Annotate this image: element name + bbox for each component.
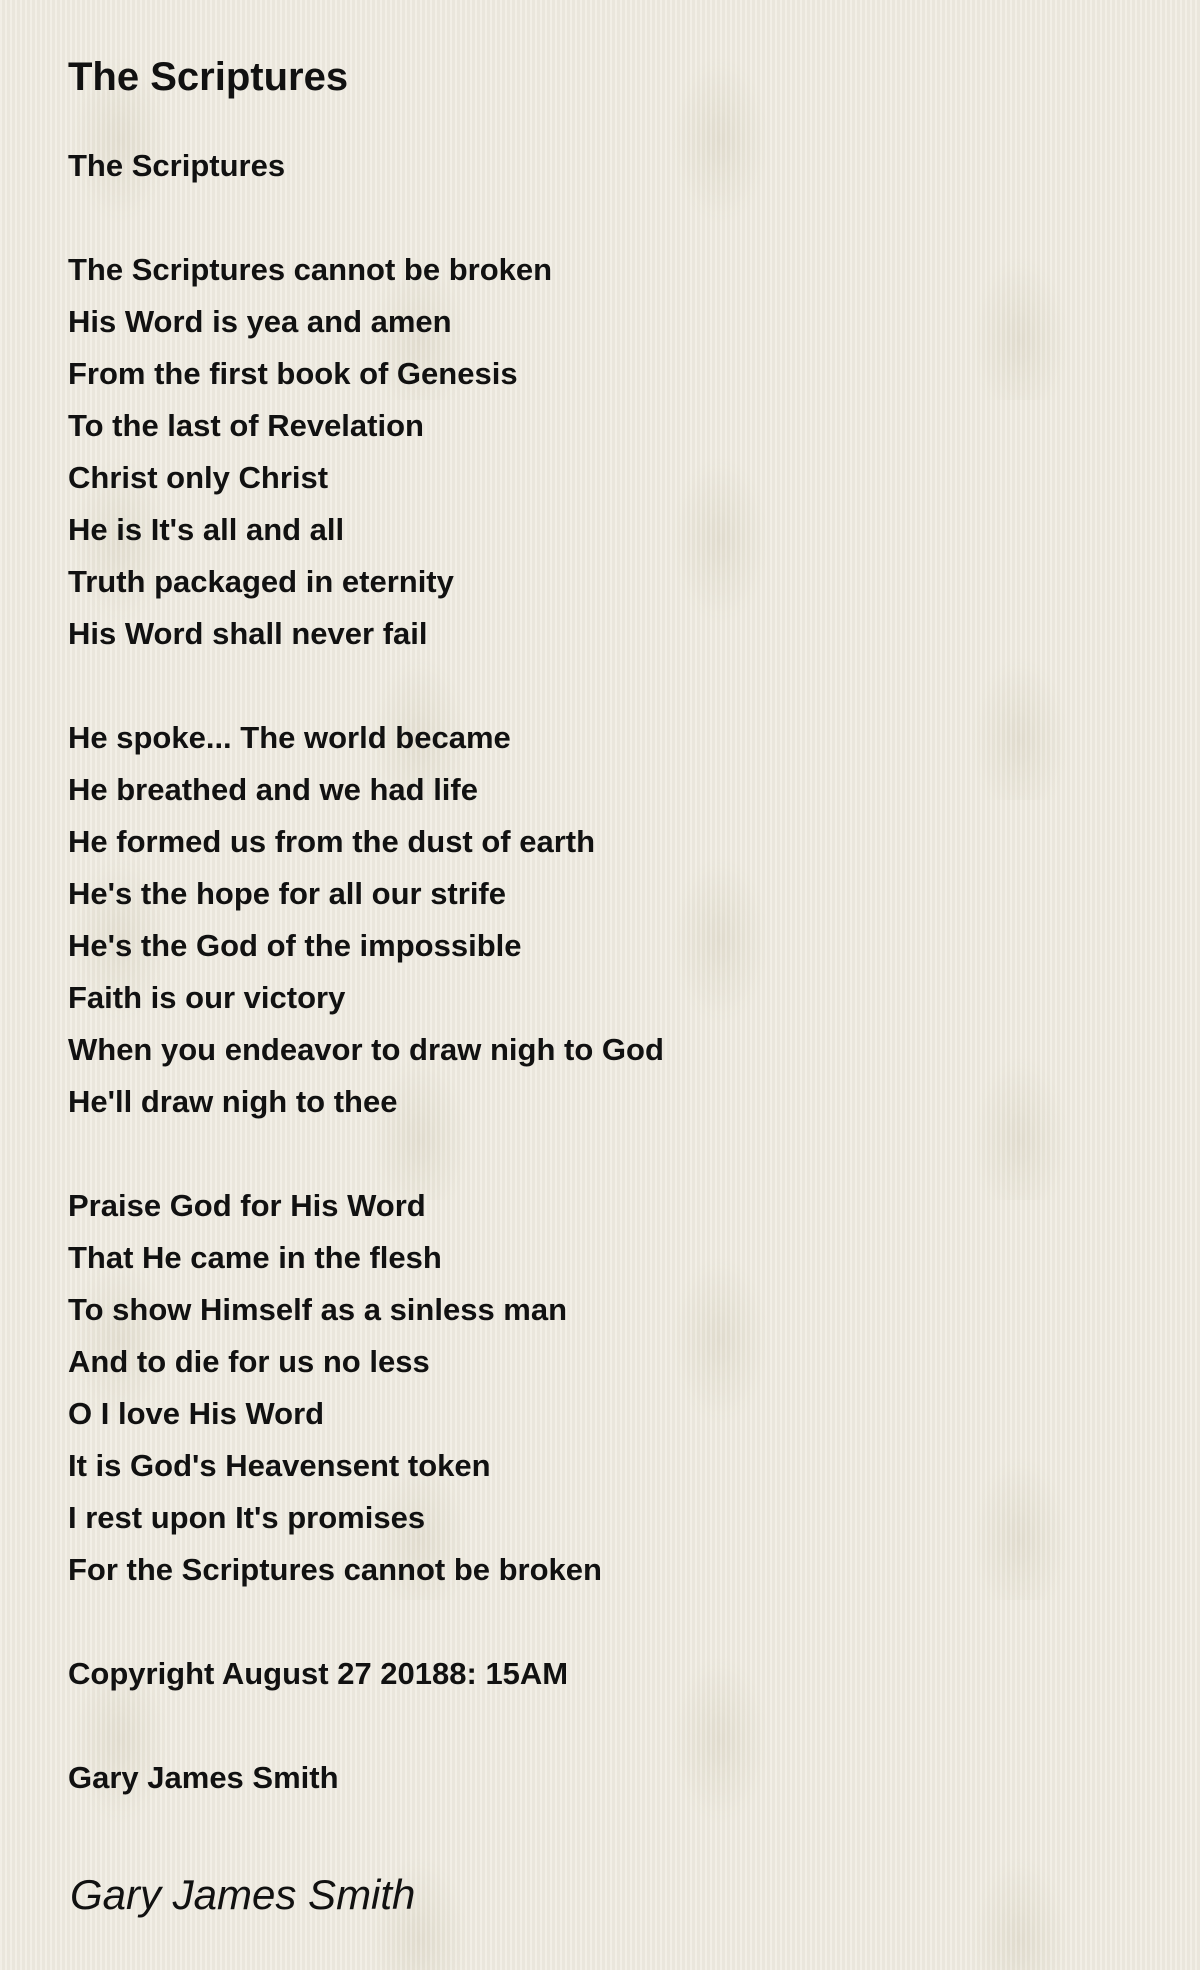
stanza-gap (68, 1596, 1148, 1648)
poem-line: The Scriptures cannot be broken (68, 252, 553, 287)
poem-line: When you endeavor to draw nigh to God (68, 1032, 664, 1067)
poem-line: Christ only Christ (68, 460, 329, 495)
stanza-3 (68, 1180, 1148, 1596)
poem-line: For the Scriptures cannot be broken (68, 1552, 602, 1587)
poem-line: Truth packaged in eternity (68, 564, 454, 599)
copyright-line: Copyright August 27 20188: 15AM (68, 1656, 569, 1691)
poem-title: The Scriptures (68, 55, 349, 99)
poem-line: And to die for us no less (68, 1344, 430, 1379)
poem-line: To the last of Revelation (68, 408, 424, 443)
stanza-gap (68, 1128, 1148, 1180)
poem-line: O I love His Word (68, 1396, 325, 1431)
poem-line: He's the God of the impossible (68, 928, 522, 963)
poem-line: He spoke... The world became (68, 720, 511, 755)
stanza-gap (68, 660, 1148, 712)
poem-subtitle: The Scriptures (68, 148, 286, 183)
poem-page (68, 50, 1148, 1804)
poem-line: He is It's all and all (68, 512, 345, 547)
poem-line: He's the hope for all our strife (68, 876, 506, 911)
poem-line: To show Himself as a sinless man (68, 1292, 568, 1327)
poem-line: I rest upon It's promises (68, 1500, 426, 1535)
author-signature: Gary James Smith (70, 1871, 416, 1918)
poem-line: He breathed and we had life (68, 772, 478, 807)
poem-line: Praise God for His Word (68, 1188, 426, 1223)
poem-line: It is God's Heavensent token (68, 1448, 491, 1483)
stanza-2 (68, 712, 1148, 1128)
poem-line: His Word shall never fail (68, 616, 428, 651)
poem-line: That He came in the flesh (68, 1240, 442, 1275)
poem-line: His Word is yea and amen (68, 304, 452, 339)
stanza-gap (68, 1700, 1148, 1752)
poem-line: Faith is our victory (68, 980, 346, 1015)
poem-line: He'll draw nigh to thee (68, 1084, 398, 1119)
poem-line: From the first book of Genesis (68, 356, 518, 391)
poem-line: He formed us from the dust of earth (68, 824, 596, 859)
stanza-gap (68, 192, 1148, 244)
author-line: Gary James Smith (68, 1760, 339, 1795)
poem-body (68, 140, 1148, 1804)
stanza-1 (68, 244, 1148, 660)
